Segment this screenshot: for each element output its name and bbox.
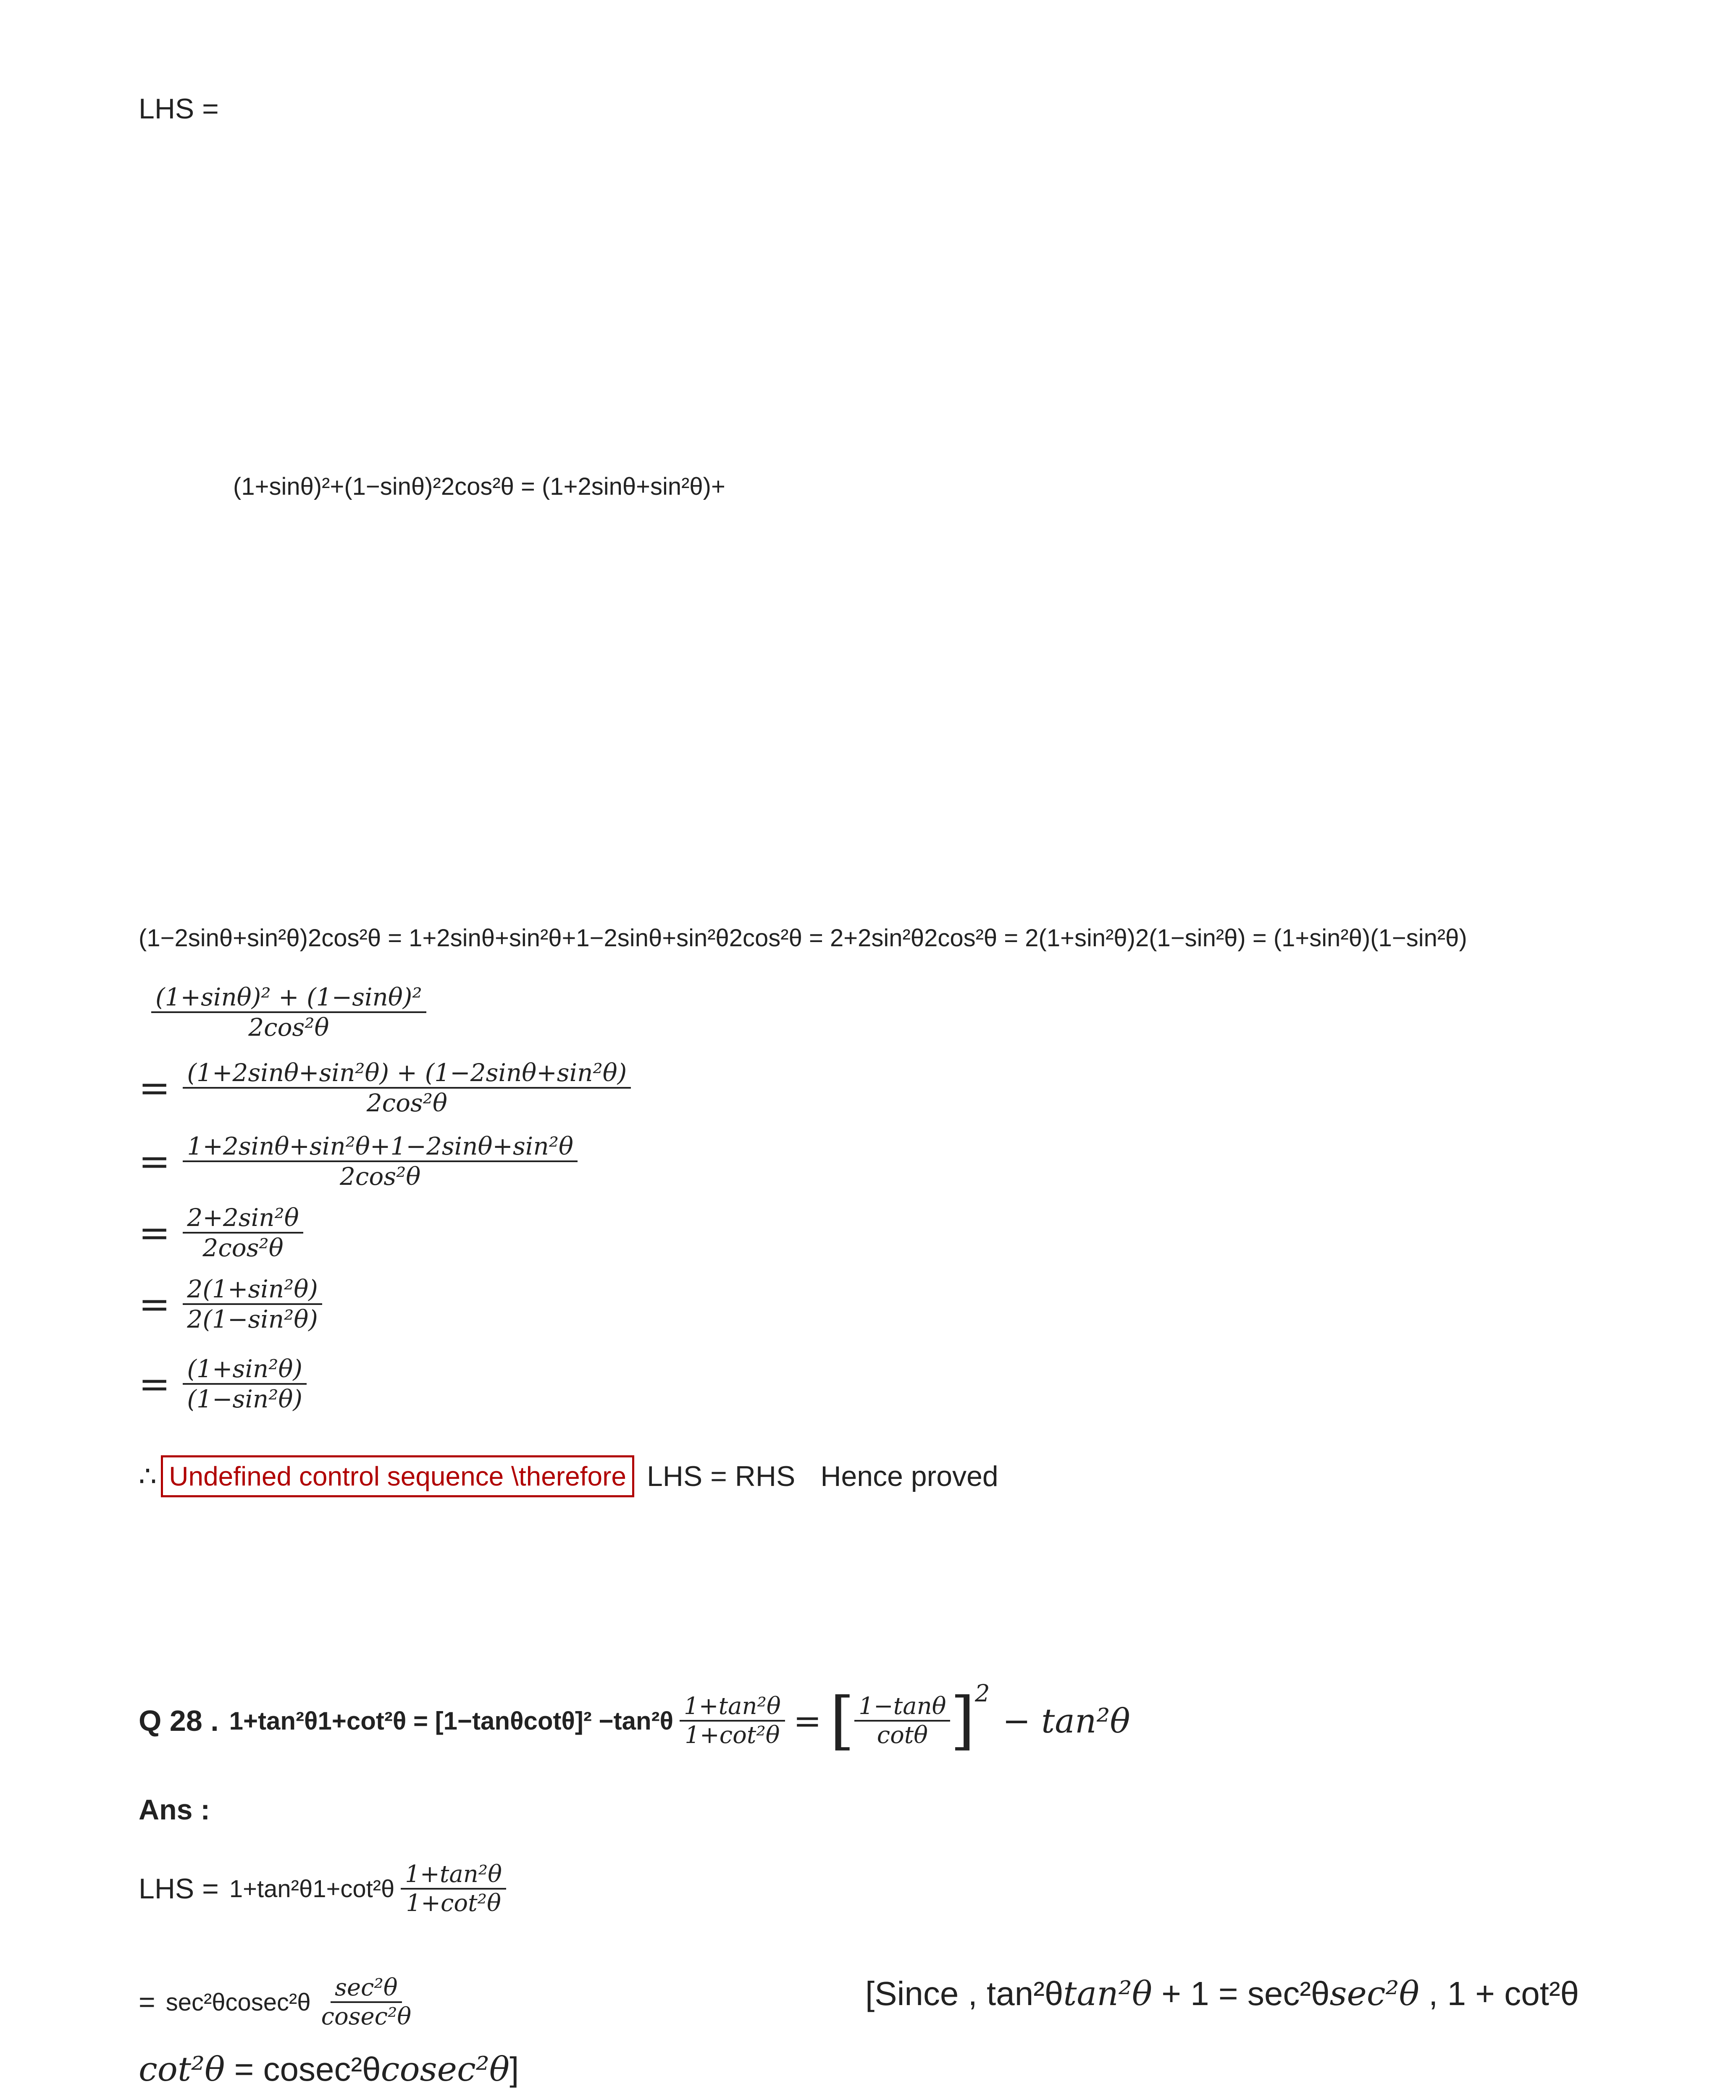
question-fraction [680, 1693, 785, 1749]
fraction [183, 1354, 307, 1413]
numerator: 1+2sinθ+sin²θ+1−2sinθ+sin²θ [183, 1132, 577, 1162]
denominator: (1−sin²θ) [187, 1385, 303, 1413]
right-bracket: ] [950, 1684, 975, 1757]
step-prefix: = [139, 1066, 171, 1110]
derivation-step-1 [139, 983, 426, 1042]
derivation-step-3 [139, 1132, 578, 1191]
numerator: 1+tan²θ [401, 1861, 506, 1890]
fraction [183, 1058, 631, 1117]
since-math-b: sec²θ [1329, 1974, 1419, 2013]
denominator: 1+cot²θ [406, 1890, 501, 1917]
since-text-b: + 1 = sec²θ [1152, 1975, 1330, 2012]
bracket-power: 2 [975, 1680, 990, 1707]
derivation-step-6 [139, 1354, 307, 1413]
hence-proved: Hence proved [820, 1460, 998, 1492]
left-bracket: [ [830, 1684, 855, 1757]
lhs-label: LHS = [139, 1873, 219, 1905]
derivation-step-2 [139, 1058, 631, 1117]
denominator: 2cos²θ [248, 1013, 329, 1042]
plain-equation-line-1: (1+sinθ)²+(1−sinθ)²2cos²θ = (1+2sinθ+sin²θ)+ [233, 473, 725, 500]
numerator: 1+tan²θ [680, 1693, 785, 1722]
fraction [183, 1275, 322, 1334]
denominator: 2cos²θ [340, 1162, 421, 1191]
since-text-a: [Since , tan²θ [865, 1975, 1064, 2012]
denominator: 2cos²θ [202, 1234, 284, 1262]
numerator: (1+sinθ)² + (1−sinθ)² [151, 983, 426, 1013]
step2-fraction [317, 1974, 415, 2030]
conclusion-line [139, 1455, 998, 1497]
numerator: 2(1+sin²θ) [183, 1275, 322, 1305]
derivation-step-5 [139, 1275, 322, 1334]
question-label: Q 28 . [139, 1704, 219, 1737]
therefore-symbol: ∴ [139, 1460, 157, 1492]
since-note-line-2 [139, 2050, 519, 2089]
fraction [151, 983, 426, 1042]
step-prefix: = [139, 1139, 171, 1184]
since-text-c: , 1 + cot²θ [1419, 1975, 1579, 2012]
numerator: sec²θ [331, 1974, 402, 2003]
derivation-step-4 [139, 1203, 303, 1262]
lhs-fraction [401, 1861, 506, 1917]
step-prefix: = [139, 1282, 171, 1326]
step-prefix: = [139, 1986, 155, 2018]
fraction [183, 1203, 303, 1262]
question-tail: − tan²θ [1002, 1701, 1130, 1740]
step2-plain: sec²θcosec²θ [165, 1988, 311, 2016]
since-note-line-1 [865, 1974, 1579, 2013]
denominator: 2(1−sin²θ) [187, 1305, 318, 1334]
denominator: 1+cot²θ [685, 1722, 780, 1749]
denominator: cosec²θ [321, 2003, 412, 2030]
since-math-a: tan²θ [1063, 1974, 1152, 2013]
numerator: 2+2sin²θ [183, 1203, 303, 1234]
fraction [183, 1132, 577, 1191]
numerator: (1+2sinθ+sin²θ) + (1−2sinθ+sin²θ) [183, 1058, 631, 1089]
denominator: cotθ [877, 1722, 928, 1749]
question-28 [139, 1680, 1130, 1757]
since2-math2: cosec²θ [381, 2050, 510, 2089]
numerator: 1−tanθ [854, 1693, 950, 1722]
answer-step-2 [139, 1974, 415, 2030]
answer-label: Ans : [139, 1794, 210, 1826]
question-plain: 1+tan²θ1+cot²θ = [1−tanθcotθ]² −tan²θ [229, 1706, 674, 1735]
bracket-fraction [854, 1693, 950, 1749]
denominator: 2cos²θ [366, 1089, 447, 1117]
since2-math: cot²θ [139, 2050, 225, 2089]
step-prefix: = [139, 1210, 171, 1255]
since2-text: = cosec²θ [225, 2050, 381, 2088]
since2-end: ] [510, 2050, 519, 2088]
latex-error-box: Undefined control sequence \therefore [161, 1455, 634, 1497]
plain-equation-line-2: (1−2sinθ+sin²θ)2cos²θ = 1+2sinθ+sin²θ+1−2sinθ+sin²θ2cos²θ = 2+2sin²θ2cos²θ = 2(1+sin²θ)2(1−sin²θ) = (1+sin²θ)(1−sin²θ) [139, 924, 1467, 952]
answer-lhs [139, 1861, 506, 1917]
numerator: (1+sin²θ) [183, 1354, 307, 1385]
lhs-plain: 1+tan²θ1+cot²θ [229, 1875, 395, 1903]
conclusion-text: LHS = RHS [646, 1460, 796, 1492]
equals-sign: = [793, 1701, 822, 1740]
step-prefix: = [139, 1362, 171, 1406]
lhs-label: LHS = [139, 93, 219, 125]
